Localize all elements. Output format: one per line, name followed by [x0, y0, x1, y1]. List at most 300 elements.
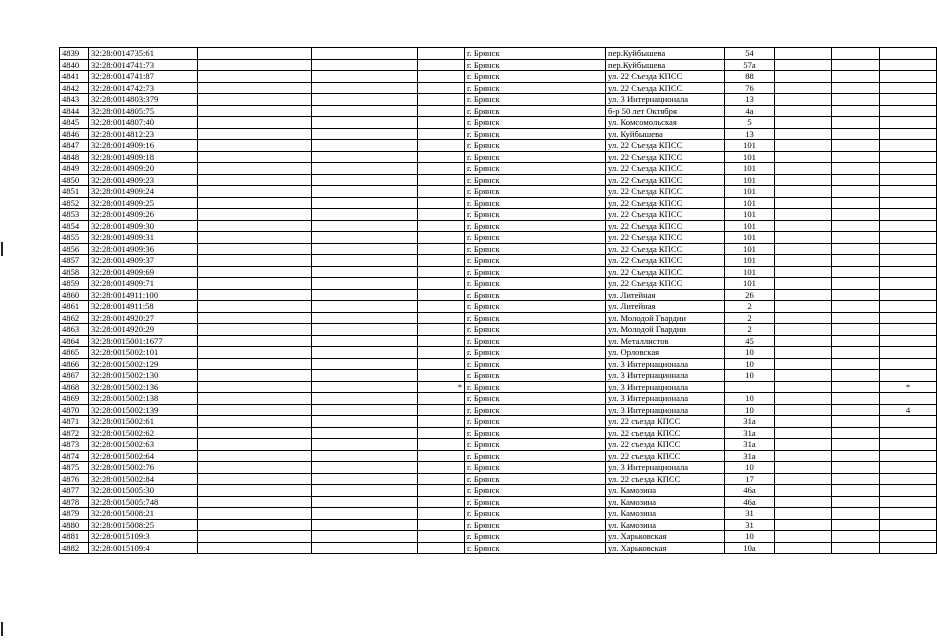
table-row	[60, 266, 937, 278]
empty-cell	[832, 312, 880, 324]
street-cell: ул. Харьковская	[606, 542, 725, 554]
table-row	[60, 163, 937, 175]
empty-cell	[832, 243, 880, 255]
cadastral-number-cell: 32:28:0015008:21	[89, 508, 198, 520]
house-number-cell: 101	[725, 151, 775, 163]
empty-cell	[312, 117, 418, 129]
empty-cell	[198, 312, 312, 324]
house-number-cell: 101	[725, 140, 775, 152]
empty-cell	[832, 278, 880, 290]
empty-cell	[198, 71, 312, 83]
extra-value-cell	[880, 243, 937, 255]
empty-cell	[775, 370, 832, 382]
street-cell: ул. Камозина	[606, 508, 725, 520]
empty-cell	[832, 508, 880, 520]
city-cell: г. Брянск	[465, 312, 606, 324]
empty-cell	[775, 531, 832, 543]
row-number-cell: 4858	[60, 266, 89, 278]
extra-value-cell	[880, 220, 937, 232]
house-number-cell: 2	[725, 301, 775, 313]
table-row	[60, 94, 937, 106]
city-cell: г. Брянск	[465, 358, 606, 370]
mark-cell	[418, 220, 465, 232]
city-cell: г. Брянск	[465, 404, 606, 416]
empty-cell	[198, 117, 312, 129]
mark-cell	[418, 347, 465, 359]
empty-cell	[198, 324, 312, 336]
empty-cell	[832, 450, 880, 462]
empty-cell	[198, 59, 312, 71]
row-number-cell: 4850	[60, 174, 89, 186]
house-number-cell: 31а	[725, 427, 775, 439]
row-number-cell: 4849	[60, 163, 89, 175]
cadastral-number-cell: 32:28:0014911:58	[89, 301, 198, 313]
street-cell: ул. 22 Съезда КПСС	[606, 71, 725, 83]
row-number-cell: 4860	[60, 289, 89, 301]
table-row	[60, 82, 937, 94]
table-row	[60, 197, 937, 209]
cadastral-number-cell: 32:28:0015002:62	[89, 427, 198, 439]
house-number-cell: 31а	[725, 416, 775, 428]
mark-cell	[418, 531, 465, 543]
extra-value-cell	[880, 542, 937, 554]
street-cell: ул. Орловская	[606, 347, 725, 359]
house-number-cell: 46а	[725, 496, 775, 508]
city-cell: г. Брянск	[465, 381, 606, 393]
city-cell: г. Брянск	[465, 140, 606, 152]
row-number-cell: 4869	[60, 393, 89, 405]
city-cell: г. Брянск	[465, 335, 606, 347]
empty-cell	[832, 94, 880, 106]
empty-cell	[312, 266, 418, 278]
empty-cell	[198, 542, 312, 554]
cadastral-number-cell: 32:28:0014741:73	[89, 59, 198, 71]
street-cell: пер.Куйбышева	[606, 48, 725, 60]
table-row	[60, 347, 937, 359]
house-number-cell: 101	[725, 197, 775, 209]
mark-cell	[418, 128, 465, 140]
empty-cell	[832, 232, 880, 244]
empty-cell	[312, 151, 418, 163]
cadastral-number-cell: 32:28:0014805:75	[89, 105, 198, 117]
empty-cell	[198, 347, 312, 359]
street-cell: ул. 3 Интернационала	[606, 381, 725, 393]
empty-cell	[312, 416, 418, 428]
empty-cell	[775, 485, 832, 497]
empty-cell	[832, 531, 880, 543]
empty-cell	[832, 48, 880, 60]
extra-value-cell	[880, 163, 937, 175]
cadastral-number-cell: 32:28:0014909:31	[89, 232, 198, 244]
city-cell: г. Брянск	[465, 370, 606, 382]
house-number-cell: 10	[725, 370, 775, 382]
city-cell: г. Брянск	[465, 59, 606, 71]
extra-value-cell	[880, 312, 937, 324]
city-cell: г. Брянск	[465, 324, 606, 336]
empty-cell	[312, 163, 418, 175]
empty-cell	[775, 324, 832, 336]
empty-cell	[198, 128, 312, 140]
row-number-cell: 4881	[60, 531, 89, 543]
empty-cell	[198, 531, 312, 543]
row-number-cell: 4859	[60, 278, 89, 290]
table-row	[60, 462, 937, 474]
extra-value-cell	[880, 324, 937, 336]
mark-cell	[418, 278, 465, 290]
empty-cell	[198, 197, 312, 209]
row-number-cell: 4853	[60, 209, 89, 221]
extra-value-cell	[880, 462, 937, 474]
empty-cell	[312, 519, 418, 531]
table-row	[60, 485, 937, 497]
table-row	[60, 312, 937, 324]
street-cell: ул. 3 Интернационала	[606, 393, 725, 405]
empty-cell	[832, 220, 880, 232]
cadastral-number-cell: 32:28:0014911:100	[89, 289, 198, 301]
extra-value-cell	[880, 255, 937, 267]
street-cell: ул. 22 Съезда КПСС	[606, 232, 725, 244]
street-cell: ул. 22 Съезда КПСС	[606, 266, 725, 278]
cadastral-number-cell: 32:28:0015001:1677	[89, 335, 198, 347]
mark-cell	[418, 427, 465, 439]
house-number-cell: 17	[725, 473, 775, 485]
cadastral-number-cell: 32:28:0015002:139	[89, 404, 198, 416]
table-row	[60, 117, 937, 129]
row-number-cell: 4842	[60, 82, 89, 94]
extra-value-cell	[880, 473, 937, 485]
table-row	[60, 508, 937, 520]
empty-cell	[312, 82, 418, 94]
cadastral-number-cell: 32:28:0014920:29	[89, 324, 198, 336]
empty-cell	[832, 427, 880, 439]
row-number-cell: 4856	[60, 243, 89, 255]
empty-cell	[198, 450, 312, 462]
city-cell: г. Брянск	[465, 416, 606, 428]
table-row	[60, 381, 937, 393]
row-number-cell: 4863	[60, 324, 89, 336]
table-row	[60, 531, 937, 543]
empty-cell	[312, 542, 418, 554]
extra-value-cell	[880, 370, 937, 382]
extra-value-cell	[880, 301, 937, 313]
city-cell: г. Брянск	[465, 485, 606, 497]
empty-cell	[198, 496, 312, 508]
empty-cell	[312, 278, 418, 290]
empty-cell	[832, 105, 880, 117]
extra-value-cell	[880, 140, 937, 152]
extra-value-cell	[880, 289, 937, 301]
table-row	[60, 301, 937, 313]
empty-cell	[832, 416, 880, 428]
empty-cell	[775, 209, 832, 221]
row-number-cell: 4861	[60, 301, 89, 313]
house-number-cell: 10	[725, 404, 775, 416]
cadastral-number-cell: 32:28:0015002:61	[89, 416, 198, 428]
table-row	[60, 220, 937, 232]
mark-cell	[418, 508, 465, 520]
empty-cell	[775, 542, 832, 554]
empty-cell	[775, 140, 832, 152]
cadastral-number-cell: 32:28:0014909:30	[89, 220, 198, 232]
city-cell: г. Брянск	[465, 151, 606, 163]
empty-cell	[198, 473, 312, 485]
cadastral-number-cell: 32:28:0015002:130	[89, 370, 198, 382]
empty-cell	[832, 174, 880, 186]
empty-cell	[832, 381, 880, 393]
street-cell: ул. Литейная	[606, 289, 725, 301]
row-number-cell: 4865	[60, 347, 89, 359]
house-number-cell: 88	[725, 71, 775, 83]
table-row	[60, 186, 937, 198]
street-cell: ул. 22 Съезда КПСС	[606, 243, 725, 255]
house-number-cell: 101	[725, 266, 775, 278]
empty-cell	[775, 255, 832, 267]
extra-value-cell	[880, 128, 937, 140]
cadastral-number-cell: 32:28:0014909:71	[89, 278, 198, 290]
empty-cell	[312, 232, 418, 244]
house-number-cell: 76	[725, 82, 775, 94]
city-cell: г. Брянск	[465, 289, 606, 301]
empty-cell	[198, 427, 312, 439]
empty-cell	[312, 358, 418, 370]
mark-cell	[418, 312, 465, 324]
empty-cell	[832, 289, 880, 301]
table-row	[60, 473, 937, 485]
row-number-cell: 4855	[60, 232, 89, 244]
street-cell: ул. Молодой Гвардии	[606, 312, 725, 324]
mark-cell	[418, 370, 465, 382]
cadastral-number-cell: 32:28:0014807:40	[89, 117, 198, 129]
empty-cell	[775, 59, 832, 71]
empty-cell	[775, 220, 832, 232]
row-number-cell: 4847	[60, 140, 89, 152]
empty-cell	[832, 59, 880, 71]
cadastral-number-cell: 32:28:0015109:3	[89, 531, 198, 543]
street-cell: ул. 22 Съезда КПСС	[606, 197, 725, 209]
extra-value-cell	[880, 450, 937, 462]
row-number-cell: 4857	[60, 255, 89, 267]
extra-value-cell	[880, 531, 937, 543]
empty-cell	[312, 404, 418, 416]
row-number-cell: 4864	[60, 335, 89, 347]
cadastral-number-cell: 32:28:0014909:16	[89, 140, 198, 152]
street-cell: ул. Металлистов	[606, 335, 725, 347]
row-number-cell: 4867	[60, 370, 89, 382]
mark-cell	[418, 59, 465, 71]
row-number-cell: 4882	[60, 542, 89, 554]
city-cell: г. Брянск	[465, 462, 606, 474]
extra-value-cell	[880, 186, 937, 198]
row-number-cell: 4875	[60, 462, 89, 474]
street-cell: ул. Камозина	[606, 519, 725, 531]
table-row	[60, 358, 937, 370]
empty-cell	[312, 496, 418, 508]
extra-value-cell	[880, 48, 937, 60]
street-cell: ул. 3 Интернационала	[606, 94, 725, 106]
mark-cell	[418, 450, 465, 462]
mark-cell	[418, 393, 465, 405]
table-row	[60, 335, 937, 347]
empty-cell	[312, 105, 418, 117]
house-number-cell: 57а	[725, 59, 775, 71]
city-cell: г. Брянск	[465, 427, 606, 439]
cadastral-number-cell: 32:28:0014812:23	[89, 128, 198, 140]
cadastral-number-cell: 32:28:0014909:69	[89, 266, 198, 278]
empty-cell	[832, 335, 880, 347]
mark-cell	[418, 496, 465, 508]
cadastral-number-cell: 32:28:0014803:379	[89, 94, 198, 106]
city-cell: г. Брянск	[465, 71, 606, 83]
empty-cell	[832, 404, 880, 416]
house-number-cell: 10	[725, 462, 775, 474]
city-cell: г. Брянск	[465, 174, 606, 186]
empty-cell	[312, 393, 418, 405]
cadastral-number-cell: 32:28:0015002:129	[89, 358, 198, 370]
row-number-cell: 4851	[60, 186, 89, 198]
street-cell: ул. 22 Съезда КПСС	[606, 163, 725, 175]
empty-cell	[775, 82, 832, 94]
mark-cell	[418, 94, 465, 106]
street-cell: ул. Литейная	[606, 301, 725, 313]
house-number-cell: 5	[725, 117, 775, 129]
empty-cell	[832, 324, 880, 336]
empty-cell	[775, 243, 832, 255]
empty-cell	[312, 197, 418, 209]
extra-value-cell	[880, 416, 937, 428]
house-number-cell: 13	[725, 128, 775, 140]
street-cell: ул. 22 съезда КПСС	[606, 416, 725, 428]
extra-value-cell	[880, 266, 937, 278]
empty-cell	[775, 301, 832, 313]
empty-cell	[312, 243, 418, 255]
city-cell: г. Брянск	[465, 531, 606, 543]
mark-cell	[418, 416, 465, 428]
empty-cell	[312, 128, 418, 140]
empty-cell	[775, 358, 832, 370]
house-number-cell: 2	[725, 312, 775, 324]
city-cell: г. Брянск	[465, 209, 606, 221]
city-cell: г. Брянск	[465, 496, 606, 508]
extra-value-cell	[880, 209, 937, 221]
empty-cell	[775, 519, 832, 531]
empty-cell	[832, 519, 880, 531]
empty-cell	[832, 370, 880, 382]
empty-cell	[832, 542, 880, 554]
empty-cell	[775, 174, 832, 186]
city-cell: г. Брянск	[465, 186, 606, 198]
empty-cell	[312, 71, 418, 83]
empty-cell	[775, 289, 832, 301]
table-row	[60, 542, 937, 554]
extra-value-cell	[880, 151, 937, 163]
extra-value-cell	[880, 71, 937, 83]
extra-value-cell	[880, 427, 937, 439]
empty-cell	[775, 48, 832, 60]
empty-cell	[312, 220, 418, 232]
empty-cell	[198, 105, 312, 117]
empty-cell	[832, 462, 880, 474]
house-number-cell: 101	[725, 243, 775, 255]
empty-cell	[312, 289, 418, 301]
empty-cell	[198, 82, 312, 94]
extra-value-cell	[880, 105, 937, 117]
row-number-cell: 4848	[60, 151, 89, 163]
house-number-cell: 10	[725, 531, 775, 543]
extra-value-cell	[880, 358, 937, 370]
city-cell: г. Брянск	[465, 439, 606, 451]
empty-cell	[198, 278, 312, 290]
city-cell: г. Брянск	[465, 508, 606, 520]
mark-cell	[418, 266, 465, 278]
house-number-cell: 101	[725, 255, 775, 267]
table-row	[60, 232, 937, 244]
house-number-cell: 10	[725, 393, 775, 405]
extra-value-cell	[880, 59, 937, 71]
empty-cell	[832, 163, 880, 175]
street-cell: ул. 22 съезда КПСС	[606, 439, 725, 451]
empty-cell	[775, 473, 832, 485]
house-number-cell: 31	[725, 519, 775, 531]
mark-cell	[418, 82, 465, 94]
empty-cell	[832, 255, 880, 267]
empty-cell	[775, 404, 832, 416]
street-cell: ул. 22 съезда КПСС	[606, 473, 725, 485]
empty-cell	[832, 439, 880, 451]
extra-value-cell	[880, 347, 937, 359]
empty-cell	[198, 186, 312, 198]
cadastral-number-cell: 32:28:0014909:37	[89, 255, 198, 267]
empty-cell	[198, 209, 312, 221]
table-row	[60, 128, 937, 140]
mark-cell	[418, 404, 465, 416]
empty-cell	[832, 140, 880, 152]
extra-value-cell	[880, 197, 937, 209]
mark-cell	[418, 163, 465, 175]
empty-cell	[198, 140, 312, 152]
city-cell: г. Брянск	[465, 473, 606, 485]
mark-cell	[418, 289, 465, 301]
house-number-cell: 2	[725, 324, 775, 336]
empty-cell	[832, 485, 880, 497]
mark-cell	[418, 174, 465, 186]
row-number-cell: 4877	[60, 485, 89, 497]
empty-cell	[198, 94, 312, 106]
empty-cell	[198, 220, 312, 232]
extra-value-cell	[880, 94, 937, 106]
empty-cell	[832, 266, 880, 278]
street-cell: ул. Харьковская	[606, 531, 725, 543]
empty-cell	[312, 174, 418, 186]
cadastral-number-cell: 32:28:0014742:73	[89, 82, 198, 94]
cadastral-number-cell: 32:28:0015002:76	[89, 462, 198, 474]
empty-cell	[312, 140, 418, 152]
city-cell: г. Брянск	[465, 450, 606, 462]
row-number-cell: 4862	[60, 312, 89, 324]
row-number-cell: 4866	[60, 358, 89, 370]
mark-cell	[418, 48, 465, 60]
row-number-cell: 4874	[60, 450, 89, 462]
house-number-cell: 101	[725, 220, 775, 232]
empty-cell	[775, 416, 832, 428]
street-cell: ул. 22 съезда КПСС	[606, 450, 725, 462]
extra-value-cell: 4	[880, 404, 937, 416]
empty-cell	[775, 163, 832, 175]
cadastral-number-cell: 32:28:0014909:24	[89, 186, 198, 198]
row-number-cell: 4880	[60, 519, 89, 531]
empty-cell	[198, 439, 312, 451]
street-cell: ул. Камозина	[606, 496, 725, 508]
row-number-cell: 4876	[60, 473, 89, 485]
